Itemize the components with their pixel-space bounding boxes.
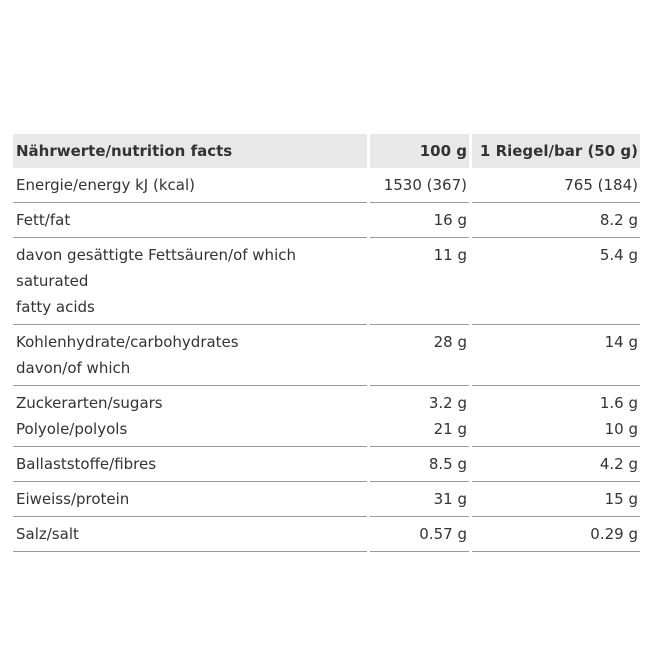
row-label: davon gesättigte Fettsäuren/of which saturated fatty acids bbox=[13, 238, 367, 325]
row-value-bar: 8.2 g bbox=[472, 203, 640, 238]
table-row bbox=[13, 325, 640, 386]
row-label: Ballaststoffe/fibres bbox=[13, 447, 367, 482]
table-row bbox=[13, 168, 640, 203]
table-header bbox=[13, 134, 640, 168]
table-row bbox=[13, 386, 640, 447]
row-value-100g: 0.57 g bbox=[370, 517, 469, 552]
row-label: Kohlenhydrate/carbohydrates davon/of which bbox=[13, 325, 367, 386]
row-label: Eiweiss/protein bbox=[13, 482, 367, 517]
row-value-bar: 0.29 g bbox=[472, 517, 640, 552]
table-row bbox=[13, 203, 640, 238]
table-row bbox=[13, 517, 640, 552]
row-label: Salz/salt bbox=[13, 517, 367, 552]
row-value-100g: 16 g bbox=[370, 203, 469, 238]
row-value-bar: 765 (184) bbox=[472, 168, 640, 203]
row-value-100g: 11 g bbox=[370, 238, 469, 325]
row-value-bar: 5.4 g bbox=[472, 238, 640, 325]
row-label: Zuckerarten/sugars Polyole/polyols bbox=[13, 386, 367, 447]
nutrition-table bbox=[13, 134, 640, 552]
row-value-bar: 14 g bbox=[472, 325, 640, 386]
header-label: Nährwerte/nutrition facts bbox=[13, 134, 367, 168]
row-value-bar: 1.6 g 10 g bbox=[472, 386, 640, 447]
row-value-100g: 28 g bbox=[370, 325, 469, 386]
row-value-bar: 15 g bbox=[472, 482, 640, 517]
row-value-100g: 3.2 g 21 g bbox=[370, 386, 469, 447]
table-row bbox=[13, 482, 640, 517]
row-value-100g: 31 g bbox=[370, 482, 469, 517]
header-per-100g: 100 g bbox=[370, 134, 469, 168]
table-row bbox=[13, 447, 640, 482]
row-label: Energie/energy kJ (kcal) bbox=[13, 168, 367, 203]
row-value-100g: 1530 (367) bbox=[370, 168, 469, 203]
header-per-bar: 1 Riegel/bar (50 g) bbox=[472, 134, 640, 168]
row-label: Fett/fat bbox=[13, 203, 367, 238]
row-value-bar: 4.2 g bbox=[472, 447, 640, 482]
row-value-100g: 8.5 g bbox=[370, 447, 469, 482]
table-row bbox=[13, 238, 640, 325]
